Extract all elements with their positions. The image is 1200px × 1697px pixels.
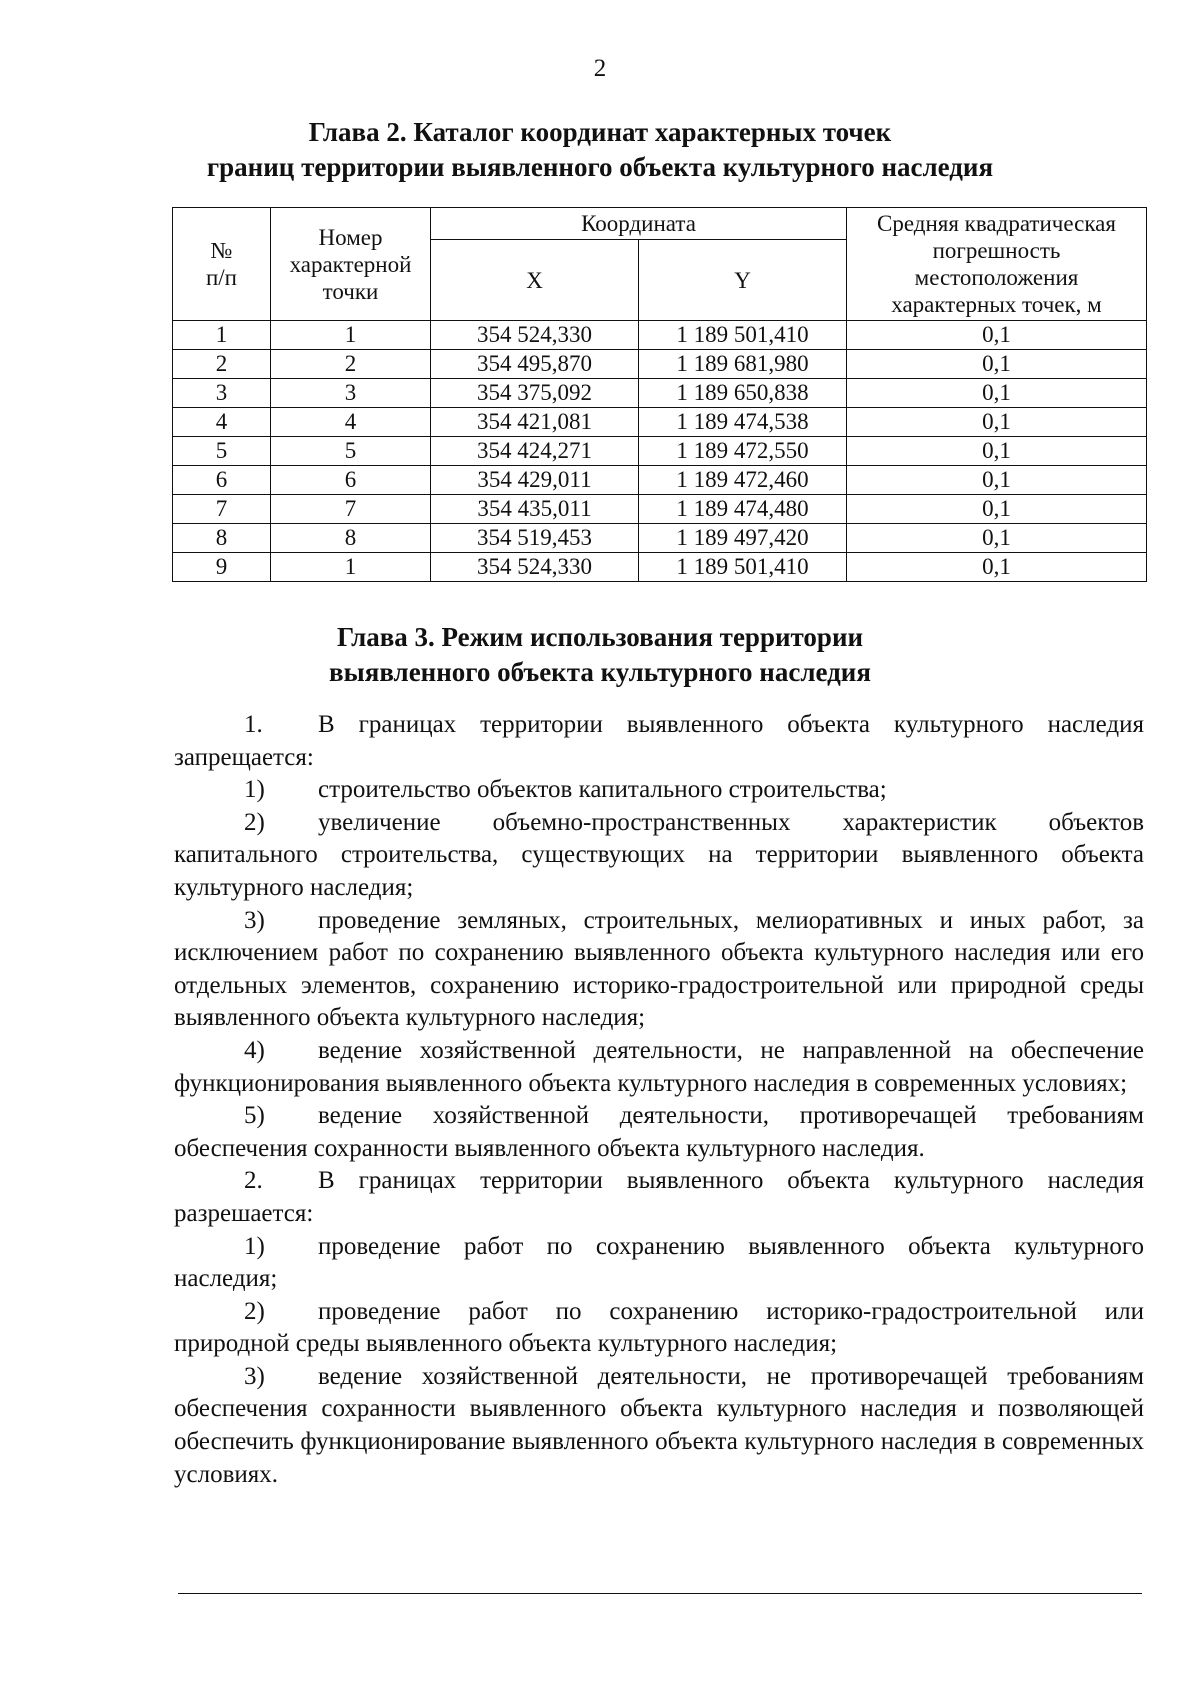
paragraph xyxy=(174,1361,1144,1491)
cell-point-number: 1 xyxy=(271,321,431,350)
paragraph-text: ведение хозяйственной деятельности, не противоречащей требованиям обеспечения сохранности выявленного объекта культурного наследия и позволяющей обеспечить функционирование выявленного объекта культурного наследия в современных условиях. xyxy=(174,1362,1144,1488)
table-row xyxy=(173,321,1147,350)
paragraph xyxy=(174,1231,1144,1296)
cell-y: 1 189 681,980 xyxy=(639,350,847,379)
paragraph-text: строительство объектов капитального строительства; xyxy=(318,776,887,804)
cell-x: 354 429,011 xyxy=(431,466,639,495)
cell-y: 1 189 497,420 xyxy=(639,524,847,553)
cell-x: 354 424,271 xyxy=(431,437,639,466)
chapter-3-body xyxy=(174,709,1144,1491)
cell-row-number: 7 xyxy=(173,495,271,524)
cell-error: 0,1 xyxy=(847,321,1147,350)
paragraph-text: ведение хозяйственной деятельности, противоречащей требованиям обеспечения сохранности выявленного объекта культурного наследия. xyxy=(174,1102,1144,1162)
cell-error: 0,1 xyxy=(847,524,1147,553)
paragraph-number: 3) xyxy=(244,1362,265,1390)
chapter-3-title xyxy=(0,620,1200,690)
cell-error: 0,1 xyxy=(847,495,1147,524)
header-row-number-line-1: № xyxy=(210,238,233,263)
cell-x: 354 524,330 xyxy=(431,321,639,350)
cell-y: 1 189 472,550 xyxy=(639,437,847,466)
header-row-number xyxy=(173,208,271,321)
table-row xyxy=(173,466,1147,495)
cell-point-number: 7 xyxy=(271,495,431,524)
cell-y: 1 189 472,460 xyxy=(639,466,847,495)
cell-y: 1 189 474,538 xyxy=(639,408,847,437)
cell-row-number: 2 xyxy=(173,350,271,379)
header-point-number xyxy=(271,208,431,321)
header-point-line-3: точки xyxy=(322,278,379,304)
cell-row-number: 5 xyxy=(173,437,271,466)
header-row-number-line-2: п/п xyxy=(205,265,237,290)
paragraph-text: проведение работ по сохранению выявленного объекта культурного наследия; xyxy=(174,1232,1144,1293)
cell-error: 0,1 xyxy=(847,350,1147,379)
cell-x: 354 524,330 xyxy=(431,553,639,582)
paragraph-text: проведение земляных, строительных, мелиоративных и иных работ, за исключением работ по сохранению выявленного объекта культурного наследия или его отдельных элементов, сохранению историко-градостроительной или природной среды выявленного объекта культурного наследия; xyxy=(174,906,1144,1032)
paragraph-number: 1) xyxy=(244,776,265,804)
coordinates-table xyxy=(172,207,1147,582)
cell-row-number: 3 xyxy=(173,379,271,408)
header-point-line-2: характерной xyxy=(289,251,412,277)
table-row xyxy=(173,408,1147,437)
header-error-line-4: характерных точек, м xyxy=(891,292,1102,317)
header-error-line-3: местоположения xyxy=(914,265,1079,290)
paragraph-number: 1) xyxy=(244,1232,265,1260)
table-row xyxy=(173,350,1147,379)
cell-error: 0,1 xyxy=(847,379,1147,408)
table-row xyxy=(173,553,1147,582)
cell-error: 0,1 xyxy=(847,437,1147,466)
paragraph xyxy=(174,1165,1144,1230)
table-row xyxy=(173,437,1147,466)
table-row xyxy=(173,524,1147,553)
chapter-3-title-line-2: выявленного объекта культурного наследия xyxy=(329,657,871,687)
paragraph xyxy=(174,709,1144,774)
paragraph xyxy=(174,807,1144,905)
paragraph xyxy=(174,774,1144,807)
paragraph-number: 1. xyxy=(244,711,263,738)
paragraph-number: 4) xyxy=(244,1036,265,1064)
cell-row-number: 1 xyxy=(173,321,271,350)
paragraph-number: 2) xyxy=(244,808,265,836)
header-error-line-1: Средняя квадратическая xyxy=(877,211,1116,236)
cell-y: 1 189 474,480 xyxy=(639,495,847,524)
cell-point-number: 1 xyxy=(271,553,431,582)
chapter-2-title-line-2: границ территории выявленного объекта культурного наследия xyxy=(206,152,994,182)
cell-point-number: 5 xyxy=(271,437,431,466)
cell-y: 1 189 501,410 xyxy=(639,553,847,582)
table-row xyxy=(173,495,1147,524)
header-error-line-2: погрешность xyxy=(932,238,1061,263)
cell-point-number: 8 xyxy=(271,524,431,553)
header-coordinate: Координата xyxy=(431,208,847,240)
cell-point-number: 4 xyxy=(271,408,431,437)
paragraph xyxy=(174,1296,1144,1361)
paragraph-text: проведение работ по сохранению историко-градостроительной или природной среды выявленного объекта культурного наследия; xyxy=(174,1297,1144,1358)
chapter-3-title-line-1: Глава 3. Режим использования территории xyxy=(336,622,864,652)
paragraph xyxy=(174,1100,1144,1165)
chapter-2-title-line-1: Глава 2. Каталог координат характерных точек xyxy=(308,117,892,147)
header-point-line-1: Номер xyxy=(318,224,383,250)
paragraph xyxy=(174,905,1144,1035)
cell-point-number: 6 xyxy=(271,466,431,495)
paragraph-number: 3) xyxy=(244,906,265,934)
header-mean-square-error xyxy=(847,208,1147,321)
cell-y: 1 189 650,838 xyxy=(639,379,847,408)
cell-row-number: 9 xyxy=(173,553,271,582)
paragraph-text: ведение хозяйственной деятельности, не направленной на обеспечение функционирования выявленного объекта культурного наследия в современных условиях; xyxy=(174,1036,1144,1097)
cell-point-number: 3 xyxy=(271,379,431,408)
cell-error: 0,1 xyxy=(847,408,1147,437)
page-number: 2 xyxy=(593,55,607,82)
cell-point-number: 2 xyxy=(271,350,431,379)
cell-x: 354 435,011 xyxy=(431,495,639,524)
cell-row-number: 8 xyxy=(173,524,271,553)
paragraph-number: 5) xyxy=(244,1102,265,1130)
header-y: Y xyxy=(639,240,847,321)
cell-x: 354 421,081 xyxy=(431,408,639,437)
cell-row-number: 4 xyxy=(173,408,271,437)
cell-error: 0,1 xyxy=(847,466,1147,495)
paragraph-text: увеличение объемно-пространственных характеристик объектов капитального строительства, существующих на территории выявленного объекта культурного наследия; xyxy=(174,808,1144,901)
paragraph-text: В границах территории выявленного объекта культурного наследия запрещается: xyxy=(174,711,1144,771)
cell-x: 354 495,870 xyxy=(431,350,639,379)
cell-error: 0,1 xyxy=(847,553,1147,582)
paragraph-number: 2. xyxy=(244,1167,263,1195)
chapter-2-title xyxy=(0,115,1200,185)
cell-x: 354 375,092 xyxy=(431,379,639,408)
paragraph-number: 2) xyxy=(244,1297,265,1325)
paragraph-text: В границах территории выявленного объекта культурного наследия разрешается: xyxy=(174,1167,1144,1227)
footer-divider xyxy=(178,1593,1142,1594)
paragraph xyxy=(174,1035,1144,1100)
header-x: X xyxy=(431,240,639,321)
cell-x: 354 519,453 xyxy=(431,524,639,553)
cell-row-number: 6 xyxy=(173,466,271,495)
cell-y: 1 189 501,410 xyxy=(639,321,847,350)
table-row xyxy=(173,379,1147,408)
